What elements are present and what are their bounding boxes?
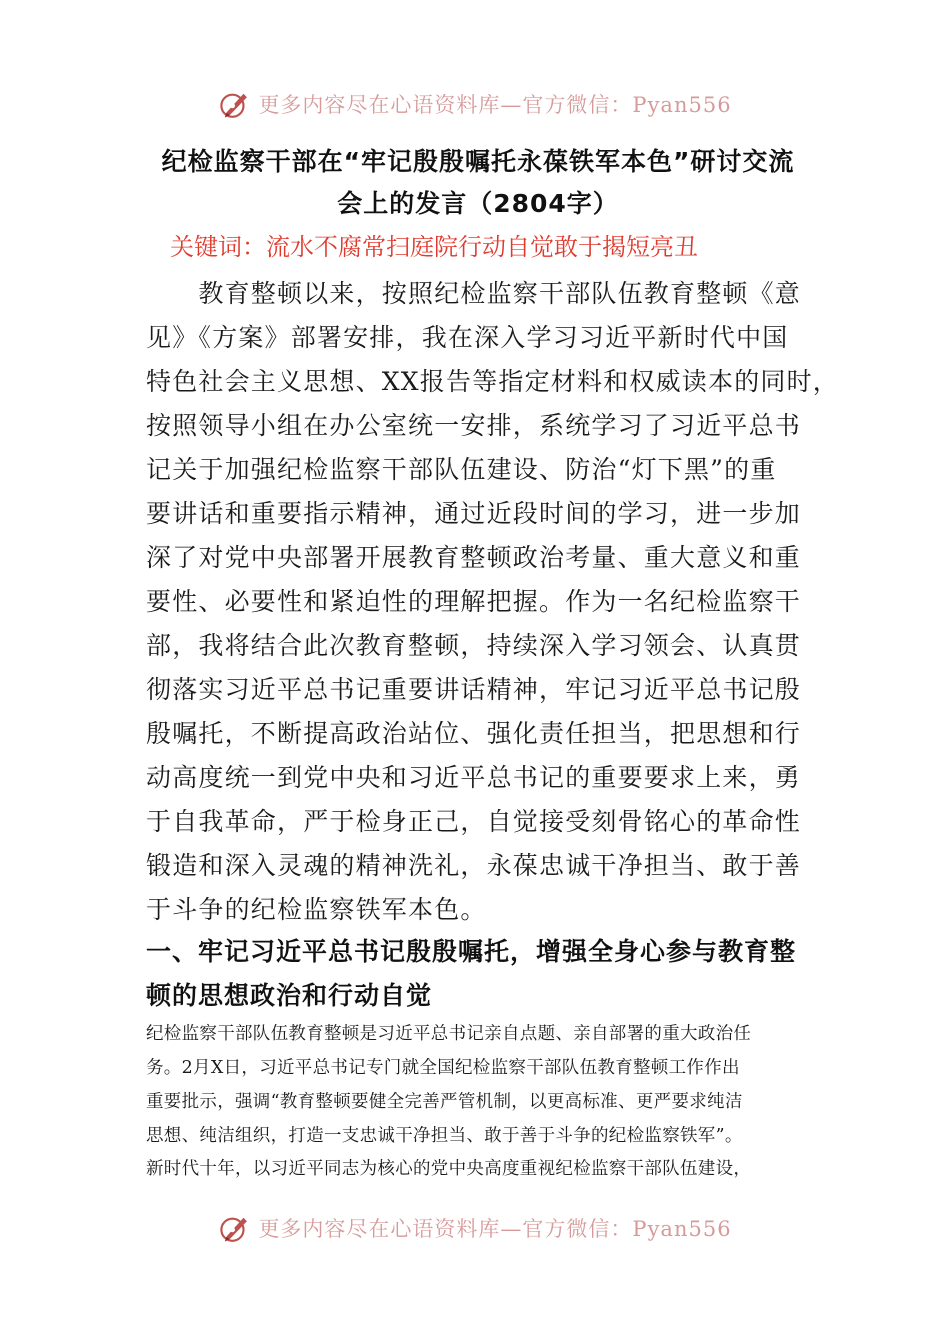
body-line: 思想、纯洁组织，打造一支忠诚干净担当、敢于善于斗争的纪检监察铁军”。	[146, 1126, 743, 1146]
intro-line: 深了对党中央部署开展教育整顿政治考量、重大意义和重	[146, 543, 802, 572]
intro-line: 记关于加强纪检监察干部队伍建设、防治“灯下黑”的重	[146, 455, 777, 484]
page-title-line-1: 纪检监察干部在“牢记殷殷嘱托永葆铁军本色”研讨交流	[161, 147, 795, 176]
section-heading-line: 顿的思想政治和行动自觉	[146, 981, 433, 1010]
watermark-banner-top	[0, 84, 950, 124]
intro-line: 锻造和深入灵魂的精神洗礼，永葆忠诚干净担当、敢于善	[146, 851, 802, 880]
intro-line: 要性、必要性和紧迫性的理解把握。作为一名纪检监察干	[146, 587, 802, 616]
watermark-banner-bottom	[0, 1208, 950, 1248]
body-line: 新时代十年，以习近平同志为核心的党中央高度重视纪检监察干部队伍建设，	[146, 1159, 752, 1179]
keywords-line: 关键词：流水不腐常扫庭院行动自觉敢于揭短亮丑	[170, 233, 698, 261]
intro-line: 于自我革命，严于检身正己，自觉接受刻骨铭心的革命性	[146, 807, 802, 836]
pen-logo-icon	[218, 1211, 252, 1245]
pen-logo-icon	[218, 87, 252, 121]
watermark-text: 更多内容尽在心语资料库—官方微信：Pyan556	[258, 1217, 732, 1241]
page-title-line-2: 会上的发言（2804字）	[337, 189, 619, 218]
intro-line: 特色社会主义思想、XX报告等指定材料和权威读本的同时，	[146, 367, 839, 396]
watermark-text: 更多内容尽在心语资料库—官方微信：Pyan556	[258, 93, 732, 117]
intro-line: 要讲话和重要指示精神，通过近段时间的学习，进一步加	[146, 499, 802, 528]
body-line: 务。2月X日，习近平总书记专门就全国纪检监察干部队伍教育整顿工作作出	[146, 1058, 740, 1078]
intro-line: 部，我将结合此次教育整顿，持续深入学习领会、认真贯	[146, 631, 802, 660]
body-line: 纪检监察干部队伍教育整顿是习近平总书记亲自点题、亲自部署的重大政治任	[146, 1024, 752, 1044]
intro-line: 彻落实习近平总书记重要讲话精神，牢记习近平总书记殷	[146, 675, 802, 704]
intro-line: 殷嘱托，不断提高政治站位、强化责任担当，把思想和行	[146, 719, 802, 748]
intro-line: 按照领导小组在办公室统一安排，系统学习了习近平总书	[146, 411, 802, 440]
intro-line: 见》《方案》部署安排，我在深入学习习近平新时代中国	[146, 323, 789, 352]
intro-line: 教育整顿以来，按照纪检监察干部队伍教育整顿《意	[146, 279, 802, 308]
intro-line: 动高度统一到党中央和习近平总书记的重要要求上来，勇	[146, 763, 802, 792]
section-heading-line: 一、牢记习近平总书记殷殷嘱托，增强全身心参与教育整	[146, 937, 797, 966]
intro-line: 于斗争的纪检监察铁军本色。	[146, 895, 487, 924]
body-line: 重要批示，强调“教育整顿要健全完善严管机制，以更高标准、更严要求纯洁	[146, 1092, 743, 1112]
